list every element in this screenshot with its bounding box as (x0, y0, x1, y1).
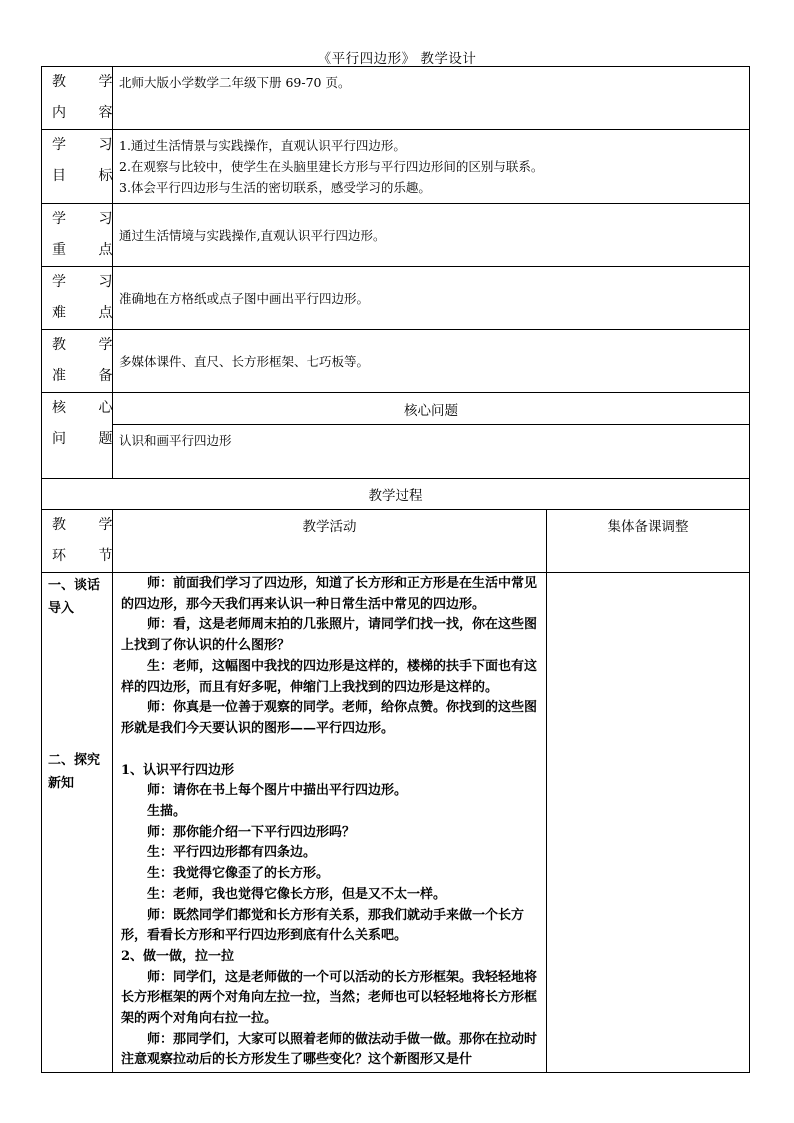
activity-paragraph: 生：我觉得它像歪了的长方形。 (147, 866, 330, 882)
row-difficulties (42, 267, 750, 330)
process-header: 教学过程 (42, 479, 750, 510)
goal-item: 1.通过生活情景与实践操作，直观认识平行四边形。 (119, 138, 406, 153)
row-column-headers (42, 510, 750, 573)
row-core-question (42, 425, 750, 479)
activity-paragraph: 师：那你能介绍一下平行四边形吗？ (147, 824, 356, 840)
activity-paragraph: 师：前面我们学习了四边形，知道了长方形和正方形是在生活中常见的四边形，那今天我们再来认识一种日常生活中常见的四边形。 (121, 576, 538, 612)
document-title: 《平行四边形》 教学设计 (317, 51, 477, 67)
row-process-header (42, 479, 750, 510)
goal-item: 3.体会平行四边形与生活的密切联系，感受学习的乐趣。 (119, 180, 431, 195)
learning-goals-list (113, 130, 750, 204)
label-teaching-content: 教 学 内 容 (42, 67, 113, 130)
activity-paragraph: 师：同学们，这是老师做的一个可以活动的长方形框架。我轻轻地将长方形框架的两个对角向左拉一拉，当然；老师也可以轻轻地将长方形框架的两个对角向右拉一拉。 (121, 969, 538, 1027)
activity-paragraph: 师：你真是一位善于观察的同学。老师，给你点赞。你找到的这些图形就是我们今天要认识的图形——平行四边形。 (121, 700, 538, 736)
label-learning-goals: 学 习 目 标 (42, 130, 113, 204)
label-core-question: 核 心 问 题 (42, 393, 113, 479)
label-preparation: 教 学 准 备 (42, 330, 113, 393)
activity-paragraph: 师：请你在书上每个图片中描出平行四边形。 (147, 783, 408, 799)
activity-heading: 1、认识平行四边形 (121, 762, 235, 778)
teaching-content-text: 北师大版小学数学二年级下册 69-70 页。 (113, 67, 750, 130)
row-teaching-content (42, 67, 750, 130)
activity-paragraph: 生：老师，我也觉得它像长方形，但是又不太一样。 (147, 886, 447, 902)
column-activity: 教学活动 (113, 510, 547, 573)
activity-paragraph: 师：那同学们，大家可以照着老师的做法动手做一做。那你在拉动时注意观察拉动后的长方形发生了哪些变化？这个新图形又是什 (121, 1031, 538, 1068)
activity-paragraph: 生：平行四边形都有四条边。 (147, 845, 317, 861)
row-key-points (42, 204, 750, 267)
activity-paragraph: 师：看，这是老师周末拍的几张照片，请同学们找一找，你在这些图上找到了你认识的什么图形？ (121, 617, 538, 654)
core-question-header: 核心问题 (113, 393, 750, 425)
column-adjust: 集体备课调整 (547, 510, 750, 573)
activity-heading: 2、做一做，拉一拉 (121, 948, 235, 964)
stage-intro: 一、谈话导入 (48, 578, 101, 616)
difficulties-text: 准确地在方格纸或点子图中画出平行四边形。 (113, 267, 750, 330)
row-core-question-header (42, 393, 750, 425)
core-question-text: 认识和画平行四边形 (113, 425, 750, 479)
row-learning-goals (42, 130, 750, 204)
lesson-plan-table (41, 66, 750, 1073)
label-difficulties: 学 习 难 点 (42, 267, 113, 330)
stage-column (42, 573, 113, 1073)
label-key-points: 学 习 重 点 (42, 204, 113, 267)
key-points-text: 通过生活情境与实践操作,直观认识平行四边形。 (113, 204, 750, 267)
adjust-column (547, 573, 750, 1073)
activity-paragraph: 生描。 (147, 804, 187, 820)
row-process-body (42, 573, 750, 1073)
activity-paragraph: 生：老师，这幅图中我找的四边形是这样的，楼梯的扶手下面也有这样的四边形，而且有好多呢，伸缩门上我找到的四边形是这样的。 (121, 658, 538, 695)
row-preparation (42, 330, 750, 393)
activity-column (113, 573, 547, 1073)
activity-paragraph: 师：既然同学们都觉和长方形有关系，那我们就动手来做一个长方形，看看长方形和平行四边形到底有什么关系吧。 (121, 907, 525, 944)
preparation-text: 多媒体课件、直尺、长方形框架、七巧板等。 (113, 330, 750, 393)
stage-explore: 二、探究新知 (48, 753, 101, 791)
column-stage: 教 学 环 节 (42, 510, 113, 573)
goal-item: 2.在观察与比较中，使学生在头脑里建长方形与平行四边形间的区别与联系。 (119, 159, 544, 174)
